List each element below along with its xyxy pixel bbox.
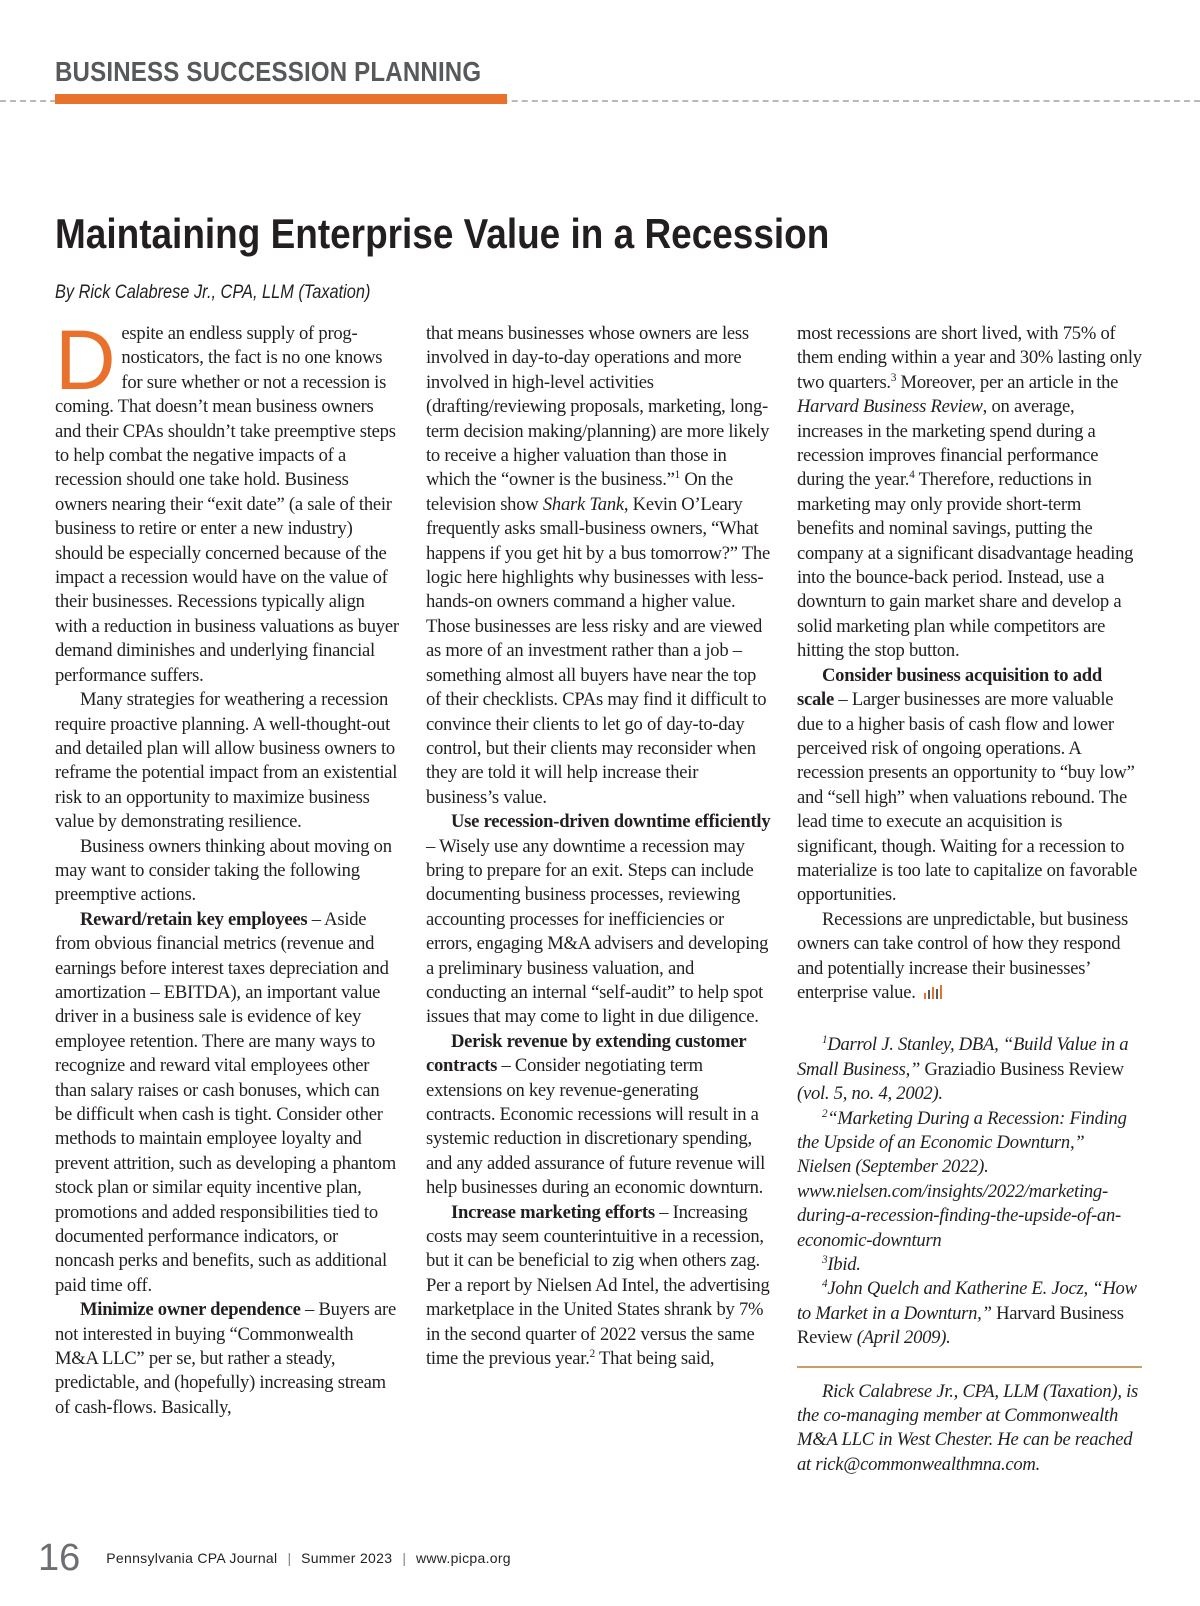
- paragraph-text: , on average, increases in the marketing spend during a recession improves financial performance during the year.: [797, 396, 1099, 491]
- publication-name: Pennsylvania CPA Journal: [106, 1550, 278, 1566]
- paragraph: Business owners thinking about moving on may want to consider taking the following preemptive actions.: [55, 835, 392, 906]
- paragraph: Many strategies for weathering a recession require proactive planning. A well-thought-out and detailed plan will allow business owners to reframe the potential impact from an existential risk to an opportunity to maximize business value by demonstrating resilience.: [55, 689, 398, 833]
- column-2: [426, 322, 771, 1371]
- paragraph-text: Therefore, reductions in marketing may only provide short-term benefits and nominal savings, putting the company at a significant disadvantage heading into the bounce-back period. Instead, use a downturn to gain market share and develop a solid marketing plan while competitors are hitting the stop button.: [797, 469, 1134, 662]
- drop-cap: D: [55, 313, 116, 407]
- footnote: [797, 1277, 1142, 1350]
- paragraph-text: most recessions are short lived, with 75% of them ending within a year and 30% lasting only two quarters.: [797, 323, 1142, 393]
- paragraph-text: Recessions are unpredictable, but business owners can take control of how they respond and potentially increase their businesses’ enterprise value.: [797, 908, 1129, 1003]
- footer-separator: |: [287, 1550, 292, 1566]
- footnote-text: John Quelch and Katherine E. Jocz, “How to Market in a Downturn,”: [797, 1278, 1137, 1324]
- subhead: Consider business acquisition to add scale: [797, 664, 1102, 711]
- footer-separator: |: [402, 1550, 406, 1566]
- footnote-number: 4: [822, 1278, 828, 1291]
- footnote-text: (April 2009).: [856, 1327, 951, 1349]
- paragraph-text: , Kevin O’Leary frequently asks small-business owners, “What happens if you get hit by a bus tomorrow?” The logic here highlights why businesses with less-hands-on owners command a higher value. Those businesses are less risky and are viewed as more of an investment rather than a job – something almost all buyers have near the top of their checklists. CPAs may find it difficult to convince their clients to let go of day-to-day control, but their clients may reconsider when they are told it will help increase their business’s value.: [426, 493, 770, 808]
- publication-title: Harvard Business Review: [797, 396, 983, 418]
- paragraph-text: On the television show: [426, 469, 733, 515]
- website-link[interactable]: www.picpa.org: [415, 1550, 511, 1566]
- article-title: Maintaining Enterprise Value in a Recession: [55, 210, 830, 257]
- paragraph: [426, 1201, 771, 1372]
- column-1: [55, 313, 400, 1420]
- footnote: [797, 1107, 1142, 1253]
- paragraph-text: Moreover, per an article in the: [896, 371, 1119, 393]
- footnote-ref: 4: [909, 469, 915, 482]
- paragraph: [55, 313, 400, 688]
- paragraph: [797, 664, 1142, 908]
- page-footer: [38, 1536, 511, 1580]
- footnote-text: Ibid.: [827, 1254, 861, 1276]
- subhead: Minimize owner dependence: [80, 1299, 301, 1321]
- paragraph-text: espite an endless supply of prognosticators, the fact is no one knows for sure whether or not a recession is coming. That doesn’t mean business owners and their CPAs shouldn’t take preemptive steps to help combat the negative impacts of a recession should one take hold. Business owners nearing their “exit date” (a sale of their business to retire or enter a new industry) should be especially concerned because of the impact a recession would have on the value of their businesses. Recessions typically align with a reduction in business valuations as buyer demand diminishes and underlying financial performance suffers.: [55, 323, 399, 686]
- footnote-ref: 1: [674, 469, 680, 482]
- subhead: Increase marketing efforts: [451, 1201, 655, 1223]
- footnote-number: 2: [822, 1107, 828, 1120]
- footnote-number: 3: [822, 1253, 828, 1266]
- footnote: [797, 1253, 1142, 1277]
- paragraph: [797, 908, 1142, 1006]
- paragraph-text: – Increasing costs may seem counterintuitive in a recession, but it can be beneficial to zig when others zag. Per a report by Nielsen Ad Intel, the advertising marketplace in the United States shrank by 7% in the second quarter of 2022 versus the same time the previous year.: [426, 1201, 770, 1370]
- subhead: Derisk revenue by extending customer contracts: [426, 1030, 747, 1077]
- footnote-text: (vol. 5, no. 4, 2002).: [797, 1083, 943, 1105]
- picpa-end-mark-icon: [922, 984, 944, 1000]
- footnote-ref: 2: [589, 1347, 595, 1360]
- subhead: Use recession-driven downtime efficiently: [451, 811, 771, 833]
- byline: By Rick Calabrese Jr., CPA, LLM (Taxation): [55, 282, 371, 303]
- paragraph-text: – Wisely use any downtime a recession may bring to prepare for an exit. Steps can include documenting business processes, reviewing accounting processes for inefficiencies or errors, engaging M&A advisers and developing a preliminary business valuation, and conducting an internal “self-audit” to help spot issues that may come to light in due diligence.: [426, 835, 769, 1028]
- footnote: [797, 1033, 1142, 1106]
- subhead: Reward/retain key employees: [80, 908, 308, 930]
- show-title: Shark Tank: [542, 493, 624, 515]
- paragraph-text: That being said,: [594, 1348, 715, 1370]
- footnote-ref: 3: [890, 371, 897, 384]
- paragraph: [797, 322, 1142, 664]
- column-3: [797, 322, 1142, 1477]
- paragraph: [426, 810, 771, 1030]
- paragraph-text: that means businesses whose owners are less involved in day-to-day operations and more involved in high-level activities (drafting/reviewing proposals, marketing, long-term decision making/planning) are more likely to receive a higher valuation than those in which the “owner is the business.”: [426, 323, 770, 491]
- footnote-text: Harvard Business Review: [797, 1302, 1124, 1349]
- issue-date: Summer 2023: [301, 1550, 393, 1566]
- paragraph-text: – Consider negotiating term extensions on key revenue-generating contracts. Economic recessions will result in a systemic reduction in discretionary spending, and any added assurance of future revenue will help businesses during an economic downturn.: [426, 1055, 766, 1199]
- paragraph: [55, 1298, 400, 1420]
- author-bio: Rick Calabrese Jr., CPA, LLM (Taxation), is the co-managing member at Commonwealth M&A LLC in West Chester. He can be reached at rick@commonwealthmna.com.: [797, 1380, 1139, 1475]
- footnote-text: Darrol J. Stanley, DBA, “Build Value in a Small Business,”: [797, 1034, 1129, 1080]
- page-number: 16: [38, 1536, 81, 1579]
- section-header: BUSINESS SUCCESSION PLANNING: [55, 56, 482, 87]
- header-accent-bar: [55, 94, 507, 104]
- footnote-number: 1: [822, 1034, 828, 1047]
- paragraph-text: – Aside from obvious financial metrics (revenue and earnings before interest taxes depreciation and amortization – EBITDA), an important value driver in a business sale is evidence of key employee retention. There are many ways to recognize and reward vital employees other than salary raises or cash bonuses, which can be difficult when cash is tight. Consider other methods to maintain employee loyalty and prevent attrition, such as developing a phantom stock plan or similar equity incentive plan, promotions and added responsibilities tied to documented performance indicators, or noncash perks and benefits, such as additional paid time off.: [55, 908, 396, 1296]
- paragraph-text: – Buyers are not interested in buying “Commonwealth M&A LLC” per se, but rather a steady, predictable, and (hopefully) increasing stream of cash-flows. Basically,: [55, 1299, 397, 1418]
- footnotes: [797, 1033, 1142, 1350]
- footnote-text: Graziadio Business Review: [920, 1058, 1124, 1080]
- paragraph: [55, 908, 400, 1299]
- paragraph-text: – Larger businesses are more valuable due to a higher basis of cash flow and lower perceived risk of ongoing operations. A recession presents an opportunity to “buy low” and “sell high” when valuations rebound. The lead time to execute an acquisition is significant, though. Waiting for a recession to materialize is too late to capitalize on favorable opportunities.: [797, 689, 1138, 906]
- footnote-text: “Marketing During a Recession: Finding the Upside of an Economic Downturn,” Nielsen (September 2022). www.nielsen.com/insights/2022/marketing-during-a-recession-finding-the-upside-of-an-economic-downturn: [797, 1107, 1127, 1251]
- paragraph: [426, 322, 771, 810]
- bio-divider: [797, 1366, 1142, 1368]
- paragraph: [426, 1030, 771, 1201]
